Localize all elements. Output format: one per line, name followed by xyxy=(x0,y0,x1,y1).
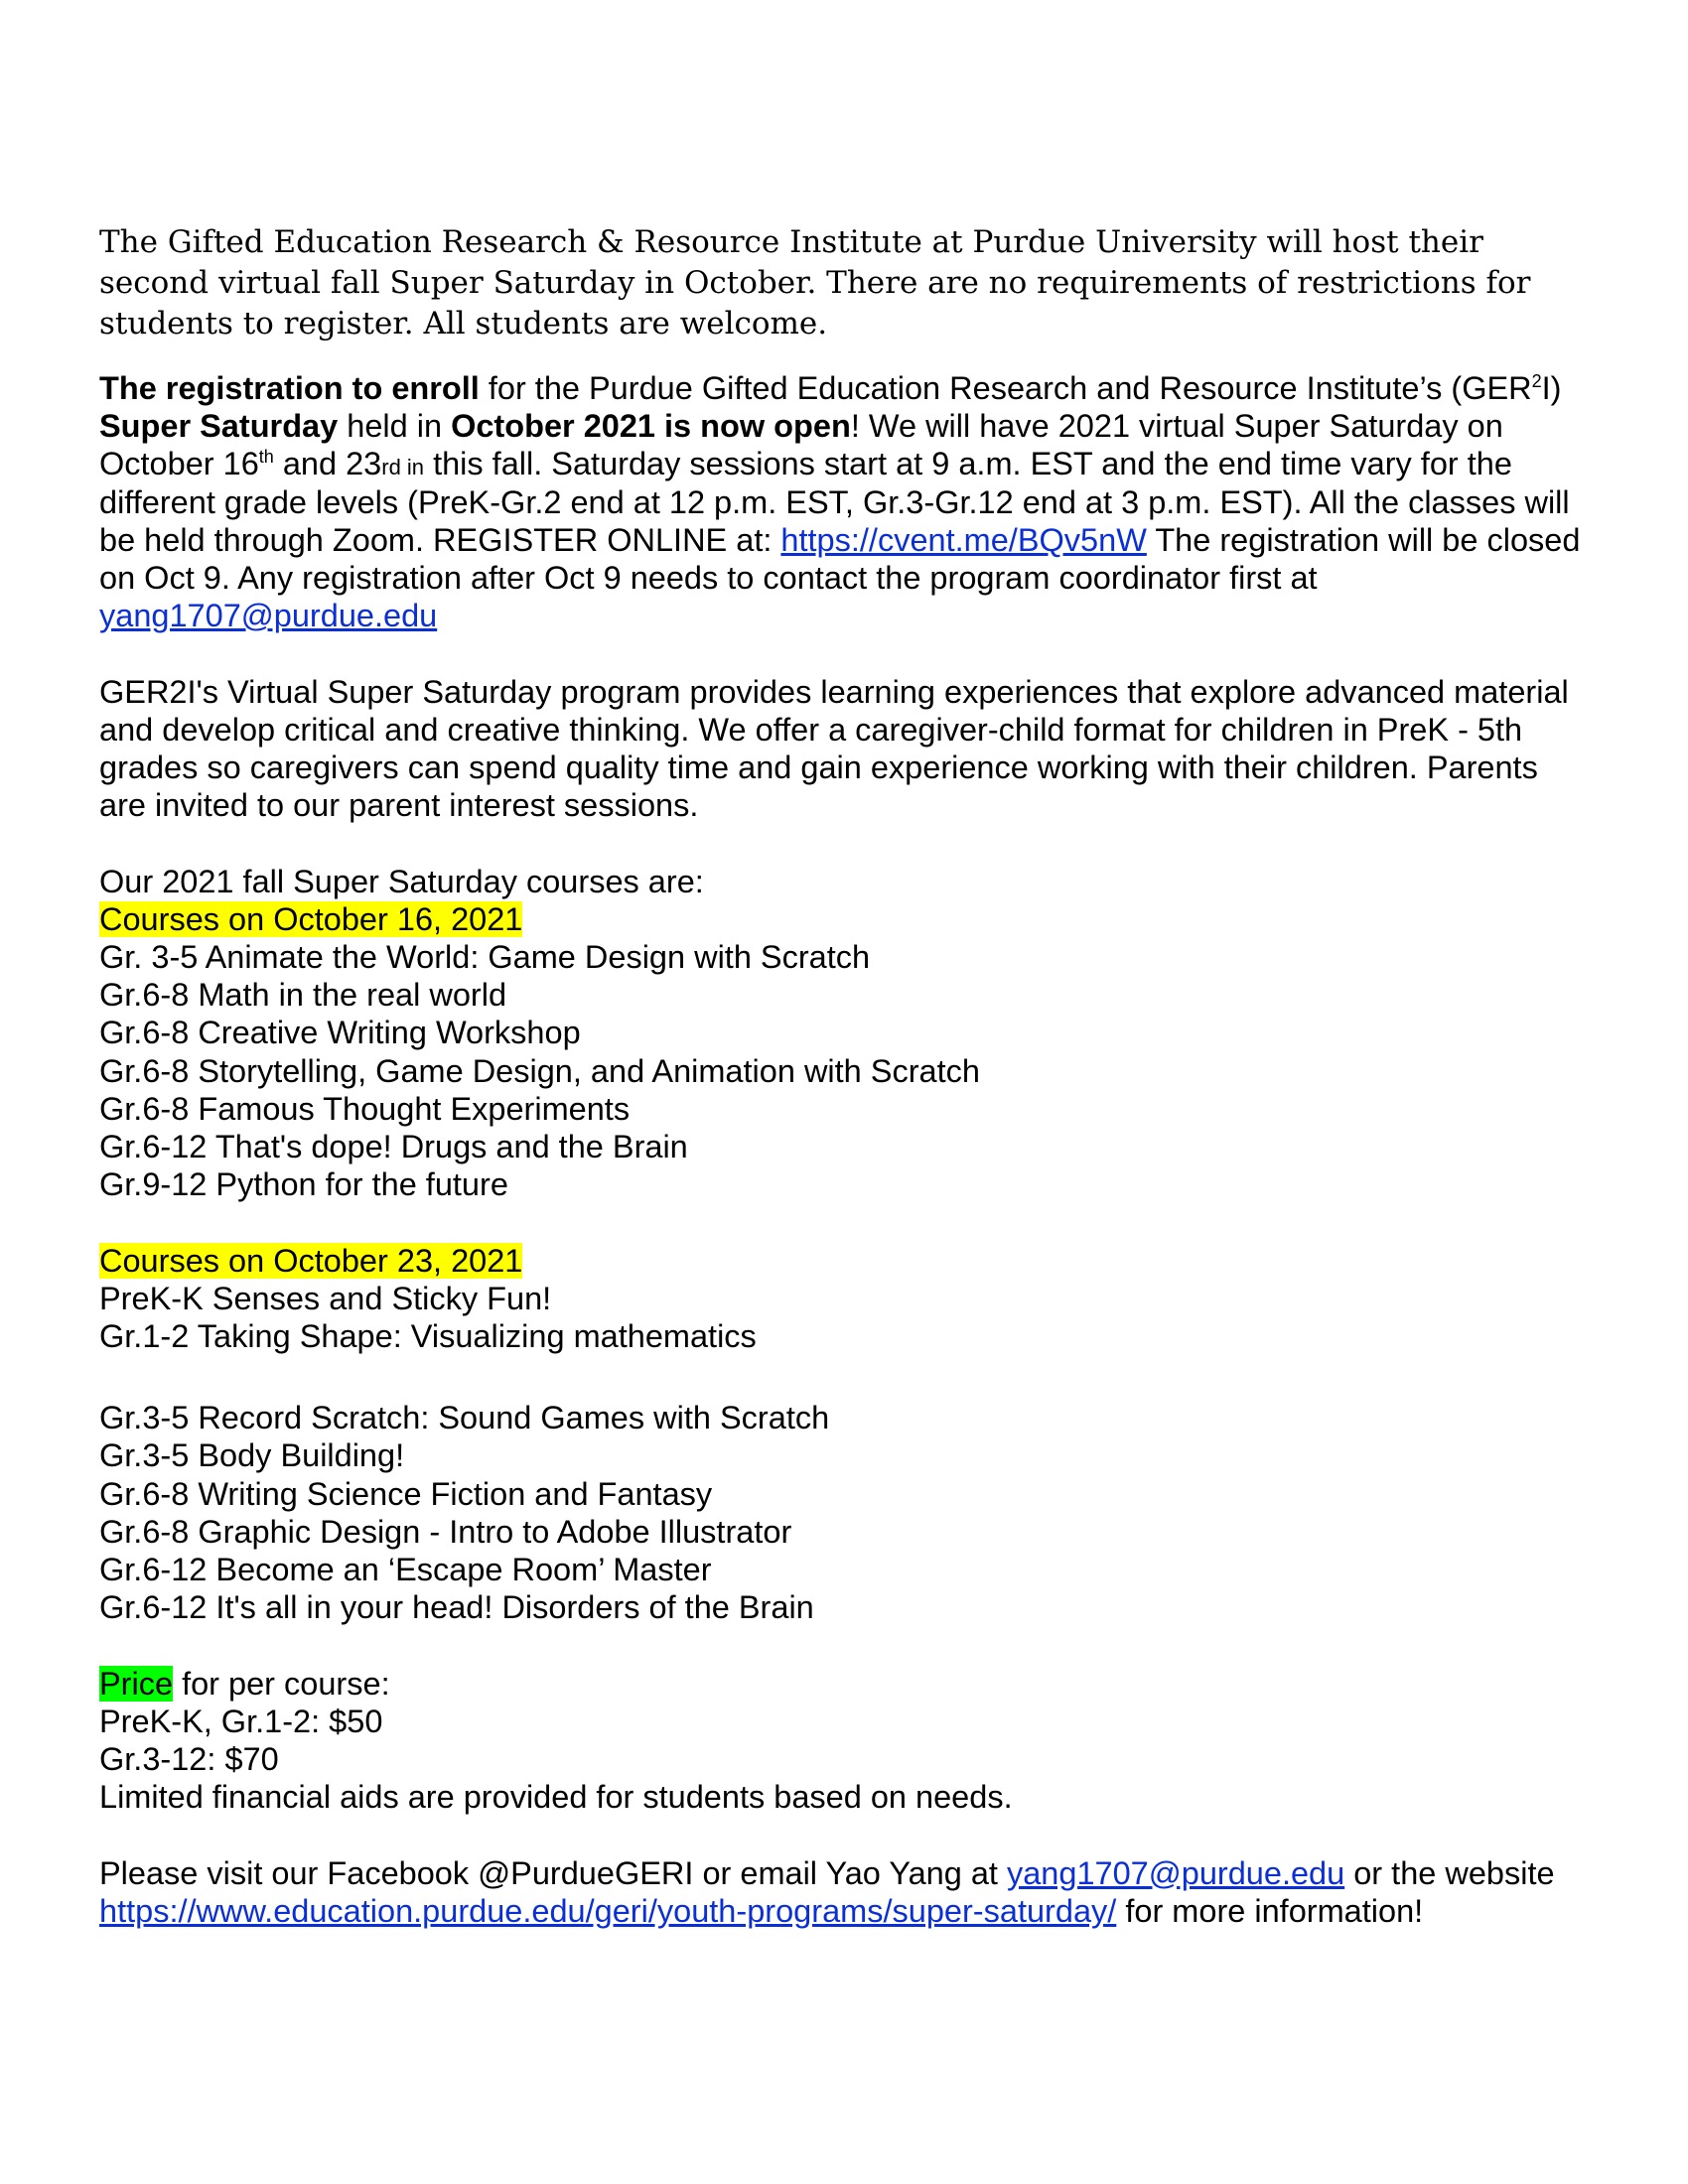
oct16-course-list xyxy=(99,938,1589,1203)
oct23-course-list-b xyxy=(99,1399,1589,1626)
program-paragraph: GER2I's Virtual Super Saturday program provides learning experiences that explore advanced material and develop critical and creative thinking. We offer a caregiver-child format for children in PreK - 5th grades so caregivers can spend quality time and gain experience working with their children. Parents are invited to our parent interest sessions. xyxy=(99,673,1569,824)
registration-text-2: I) xyxy=(1541,370,1562,406)
course-item: Gr.6-8 Math in the real world xyxy=(99,977,507,1014)
register-link[interactable]: https://cvent.me/BQv5nW xyxy=(780,521,1147,558)
registration-text-5: and 23 xyxy=(273,446,382,482)
spacer xyxy=(99,1203,1589,1241)
courses-intro: Our 2021 fall Super Saturday courses are: xyxy=(99,863,704,899)
price-line: Gr.3-12: $70 xyxy=(99,1741,279,1778)
spacer xyxy=(99,634,1589,672)
spacer xyxy=(99,1816,1589,1853)
course-item: Gr.6-8 Graphic Design - Intro to Adobe Illustrator xyxy=(99,1513,792,1550)
course-item: Gr.6-8 Writing Science Fiction and Fantasy xyxy=(99,1475,713,1512)
course-item: Gr.6-12 That's dope! Drugs and the Brain xyxy=(99,1129,688,1165)
registration-sup-2: th xyxy=(258,447,274,468)
oct23-heading xyxy=(99,1242,1589,1280)
oct23-heading-highlight: Courses on October 23, 2021 xyxy=(99,1242,523,1279)
course-item: Gr.9-12 Python for the future xyxy=(99,1166,508,1203)
course-item: Gr.6-12 It's all in your head! Disorders of the Brain xyxy=(99,1589,814,1626)
contact-text-1: Please visit our Facebook @PurdueGERI or email Yao Yang at xyxy=(99,1854,1007,1891)
price-line: Limited financial aids are provided for students based on needs. xyxy=(99,1779,1013,1816)
course-item: PreK-K Senses and Sticky Fun! xyxy=(99,1280,552,1316)
registration-sup-1: 2 xyxy=(1531,371,1542,392)
registration-bold-2: Super Saturday xyxy=(99,408,339,445)
website-link[interactable]: https://www.education.purdue.edu/geri/youth-programs/super-saturday/ xyxy=(99,1892,1117,1929)
course-item: Gr.3-5 Record Scratch: Sound Games with Scratch xyxy=(99,1400,830,1436)
registration-text-4: ! We will have 2021 virtual Super Saturday on October 16 xyxy=(99,408,1503,482)
spacer xyxy=(99,1355,1589,1399)
course-item: Gr.1-2 Taking Shape: Visualizing mathematics xyxy=(99,1318,757,1355)
coordinator-email-link[interactable]: yang1707@purdue.edu xyxy=(99,598,438,634)
contact-email-link[interactable]: yang1707@purdue.edu xyxy=(1006,1854,1345,1891)
price-heading-suffix: for per course: xyxy=(173,1665,390,1702)
course-item: Gr.6-8 Famous Thought Experiments xyxy=(99,1090,631,1127)
price-heading xyxy=(99,1665,1589,1703)
price-label-highlight: Price xyxy=(99,1665,174,1702)
price-line: PreK-K, Gr.1-2: $50 xyxy=(99,1703,383,1739)
course-item: Gr.6-8 Creative Writing Workshop xyxy=(99,1015,581,1051)
registration-small-1: rd in xyxy=(381,455,425,480)
registration-text-1: for the Purdue Gifted Education Research and Resource Institute’s (GER xyxy=(479,370,1532,406)
registration-paragraph xyxy=(99,369,1589,634)
course-item: Gr.3-5 Body Building! xyxy=(99,1437,405,1474)
contact-text-2: or the website xyxy=(1344,1854,1555,1891)
registration-text-7: The registration will be closed on Oct 9. Any registration after Oct 9 needs to contact the program coordinator first at xyxy=(99,521,1581,597)
price-list xyxy=(99,1703,1589,1817)
spacer xyxy=(99,824,1589,862)
course-item: Gr.6-8 Storytelling, Game Design, and Animation with Scratch xyxy=(99,1052,980,1089)
oct23-course-list-a xyxy=(99,1280,1589,1355)
registration-bold-1: The registration to enroll xyxy=(99,370,480,406)
spacer xyxy=(99,1626,1589,1664)
registration-text-6: this fall. Saturday sessions start at 9 a.m. EST and the end time vary for the different grade levels (PreK-Gr.2 end at 12 p.m. EST, Gr.3-Gr.12 end at 3 p.m. EST). All the classes will be held through Zoom. REGISTER ONLINE at: xyxy=(99,446,1570,558)
contact-paragraph xyxy=(99,1854,1589,1930)
document-body xyxy=(99,369,1589,1930)
oct16-heading xyxy=(99,900,1589,938)
registration-text-3: held in xyxy=(338,408,452,445)
contact-text-3: for more information! xyxy=(1116,1892,1424,1929)
oct16-heading-highlight: Courses on October 16, 2021 xyxy=(99,900,523,937)
intro-paragraph: The Gifted Education Research & Resource Institute at Purdue University will host their second virtual fall Super Saturday in October. There are no requirements of restrictions for students to register. All students are welcome. xyxy=(99,224,1531,341)
course-item: Gr.6-12 Become an ‘Escape Room’ Master xyxy=(99,1552,712,1588)
course-item: Gr. 3-5 Animate the World: Game Design with Scratch xyxy=(99,939,871,976)
registration-bold-3: October 2021 is now open xyxy=(451,408,851,445)
